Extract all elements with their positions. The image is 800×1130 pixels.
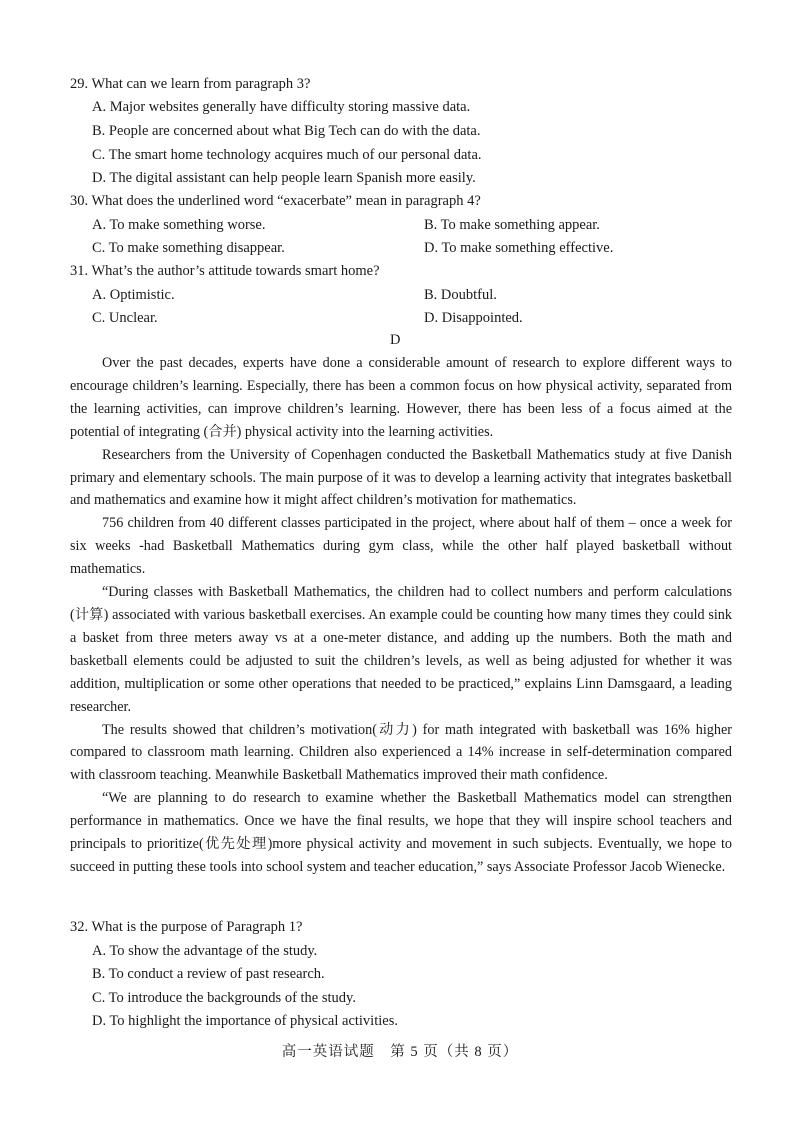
section-heading: D: [390, 332, 401, 348]
question-31-option-b: B. Doubtful.: [424, 287, 497, 303]
question-31-option-a: A. Optimistic.: [92, 287, 175, 303]
question-30-option-c: C. To make something disappear.: [92, 240, 285, 256]
question-29-stem: 29. What can we learn from paragraph 3?: [70, 76, 311, 92]
question-31-option-c: C. Unclear.: [92, 310, 158, 326]
passage-paragraph-1: Over the past decades, experts have done a considerable amount of research to explore different ways to encourage children’s learning. Especially, there has been a common focus on how physical activity, separated from the learning activities, can improve children’s learning. However, there has been less of a focus aimed at the potential of integrating (合并) physical activity into the learning activities.: [70, 355, 732, 440]
question-31-stem: 31. What’s the author’s attitude towards smart home?: [70, 263, 380, 279]
question-29-option-d: D. The digital assistant can help people learn Spanish more easily.: [92, 170, 476, 186]
passage-paragraph-2: Researchers from the University of Copenhagen conducted the Basketball Mathematics study at five Danish primary and elementary schools. The main purpose of it was to develop a learning activity that integrates basketball and mathematics and examine how it might affect children’s motivation for mathematics.: [70, 446, 732, 509]
question-30-option-b: B. To make something appear.: [424, 217, 600, 233]
question-32-option-a: A. To show the advantage of the study.: [92, 943, 318, 959]
question-31-option-d: D. Disappointed.: [424, 310, 523, 326]
question-29-option-c: C. The smart home technology acquires much of our personal data.: [92, 147, 482, 163]
question-29-option-b: B. People are concerned about what Big Tech can do with the data.: [92, 123, 481, 139]
passage-paragraph-3: 756 children from 40 different classes participated in the project, where about half of them – once a week for six weeks -had Basketball Mathematics during gym class, while the other half played basketball without mathematics.: [70, 515, 732, 578]
question-29-option-a: A. Major websites generally have difficulty storing massive data.: [92, 99, 471, 115]
question-32-option-c: C. To introduce the backgrounds of the study.: [92, 990, 356, 1006]
passage-paragraph-5: The results showed that children’s motivation(动力) for math integrated with basketball was 16% higher compared to classroom math learning. Children also experienced a 14% increase in self-determination compared with classroom teaching. Meanwhile Basketball Mathematics improved their math confidence.: [70, 721, 732, 784]
question-32-stem: 32. What is the purpose of Paragraph 1?: [70, 919, 303, 935]
passage-paragraph-4: “During classes with Basketball Mathematics, the children had to collect numbers and perform calculations (计算) associated with various basketball exercises. An example could be counting how many times they could sink a basket from three meters away vs at a one-meter distance, and adding up the numbers. Both the math and basketball elements could be adjusted to suit the children’s levels, as well as being adjusted for whether it was addition, multiplication or some other operations that needed to be practiced,” explains Linn Damsgaard, a leading researcher.: [70, 584, 732, 715]
passage-paragraph-6: “We are planning to do research to examine whether the Basketball Mathematics model can strengthen performance in mathematics. Once we have the final results, we hope that they will inspire school teachers and principals to prioritize(优先处理)more physical activity and movement in such subjects. Eventually, we hope to succeed in putting these tools into school system and teacher education,” says Associate Professor Jacob Wienecke.: [70, 790, 732, 875]
question-32-option-d: D. To highlight the importance of physical activities.: [92, 1013, 398, 1029]
question-30-option-d: D. To make something effective.: [424, 240, 614, 256]
page-footer: 高一英语试题 第 5 页（共 8 页）: [281, 1044, 519, 1060]
reading-passage: [70, 352, 732, 879]
question-32-option-b: B. To conduct a review of past research.: [92, 966, 325, 982]
question-30-option-a: A. To make something worse.: [92, 217, 266, 233]
question-30-stem: 30. What does the underlined word “exacerbate” mean in paragraph 4?: [70, 193, 481, 209]
